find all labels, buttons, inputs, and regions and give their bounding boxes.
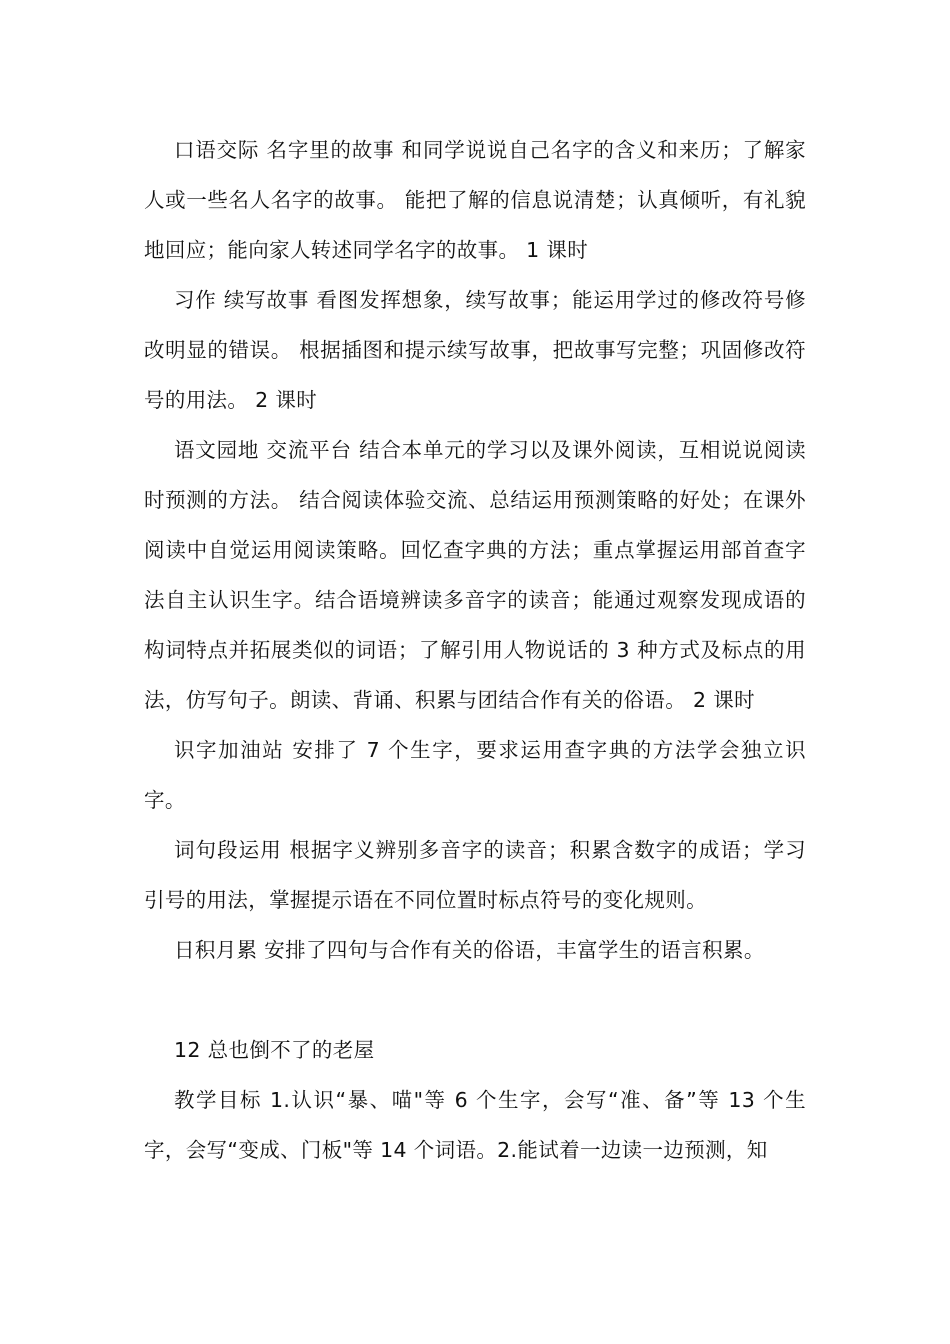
paragraph-sentence-usage: 词句段运用 根据字义辨别多音字的读音；积累含数字的成语；学习引号的用法，掌握提示语在不同位置时标点符号的变化规则。 [144, 838, 806, 912]
paragraph-oral-communication: 口语交际 名字里的故事 和同学说说自己名字的含义和来历；了解家人或一些名人名字的故事。 能把了解的信息说清楚；认真倾听，有礼貌地回应；能向家人转述同学名字的故事。 1 课时 [144, 138, 806, 262]
paragraph-writing: 习作 续写故事 看图发挥想象，续写故事；能运用学过的修改符号修改明显的错误。 根据插图和提示续写故事，把故事写完整；巩固修改符号的用法。 2 课时 [144, 288, 806, 412]
lesson-title: 12 总也倒不了的老屋 [174, 1038, 375, 1062]
paragraph-daily-accumulation: 日积月累 安排了四句与合作有关的俗语，丰富学生的语言积累。 [174, 938, 765, 962]
paragraph-chinese-garden: 语文园地 交流平台 结合本单元的学习以及课外阅读，互相说说阅读时预测的方法。 结合阅读体验交流、总结运用预测策略的好处；在课外阅读中自觉运用阅读策略。回忆查字典的方法；重点掌握运用部首查字法自主认识生字。结合语境辨读多音字的读音；能通过观察发现成语的构词特点并拓展类似的词语；了解引用人物说话的 3 种方式及标点的用法，仿写句子。朗读、背诵、积累与团结合作有关的俗语。 2 课时 [144, 438, 806, 712]
paragraph-teaching-objectives: 教学目标 1.认识“暴、喵"等 6 个生字，会写“准、备”等 13 个生字，会写“变成、门板"等 14 个词语。2.能试着一边读一边预测，知 [144, 1088, 806, 1162]
document-body [144, 125, 806, 1175]
paragraph-literacy-station: 识字加油站 安排了 7 个生字，要求运用查字典的方法学会独立识字。 [144, 738, 806, 812]
